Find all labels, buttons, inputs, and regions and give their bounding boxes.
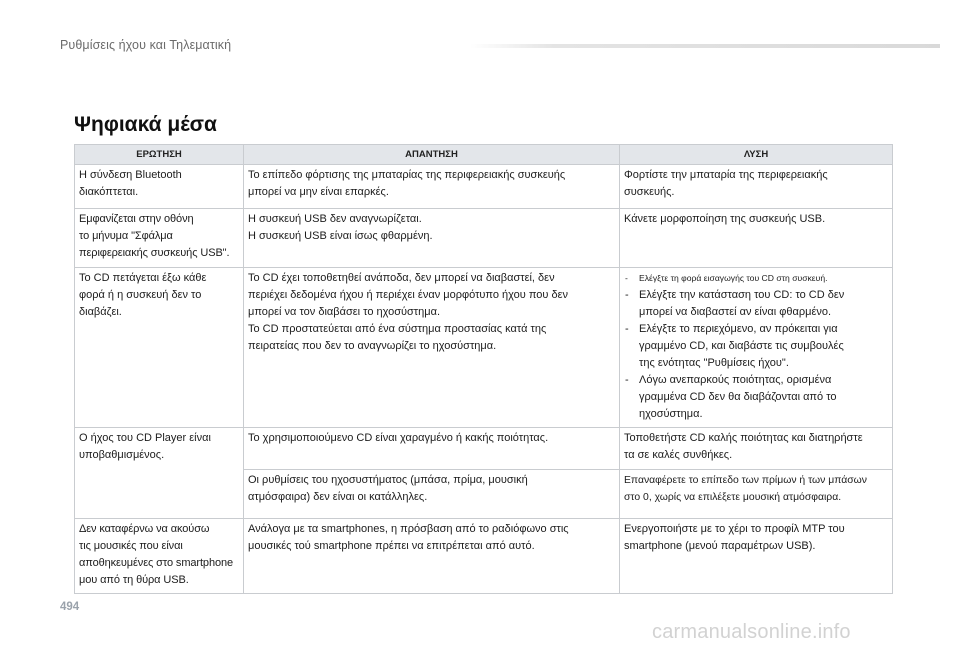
solution-line: - Ελέγξτε την κατάσταση του CD: το CD δεν [639,289,845,301]
question-line: περιφερειακής συσκευής USB". [79,247,230,259]
solution-line: - Ελέγξτε τη φορά εισαγωγής του CD στη συσκευή. [639,273,828,283]
solution-cell [620,519,893,594]
question-line: αποθηκευμένες στο smartphone [79,557,234,569]
question-line: Η σύνδεση Bluetooth [79,169,182,181]
table-row [75,268,893,428]
question-line: Ο ήχος του CD Player είναι [79,432,211,444]
column-header-answer: ΑΠΑΝΤΗΣΗ [244,145,620,165]
solution-line: μπορεί να διαβαστεί αν είναι φθαρμένο. [639,306,832,318]
solution-line: Τοποθετήστε CD καλής ποιότητας και διατηρήστε [624,432,863,444]
answer-line: πειρατείας που δεν το αναγνωρίζει το ηχοσύστημα. [248,340,497,352]
solution-line: στο 0, χωρίς να επιλέξετε μουσική ατμόσφαιρα. [624,492,842,503]
answer-cell [244,428,620,470]
faq-table [74,144,893,594]
answer-line: Η συσκευή USB είναι ίσως φθαρμένη. [248,230,433,242]
solution-line: γραμμένο CD, και διαβάστε τις συμβουλές [639,340,844,352]
solution-cell [620,209,893,268]
column-header-question: ΕΡΩΤΗΣΗ [75,145,244,165]
question-line: διακόπτεται. [79,186,139,198]
question-line: διαβάζει. [79,306,122,318]
solution-line: Επαναφέρετε το επίπεδο των πρίμων ή των μπάσων [624,475,867,486]
list-item [624,287,888,321]
answer-line: Το επίπεδο φόρτισης της μπαταρίας της περιφερειακής συσκευής [248,169,566,181]
answer-line: μουσικές τού smartphone πρέπει να επιτρέπεται από αυτό. [248,540,535,552]
page-header-title: Ρυθμίσεις ήχου και Τηλεματική [60,38,232,52]
question-line: υποβαθμισμένος. [79,449,165,461]
table-row [75,519,893,594]
answer-line: Το χρησιμοποιούμενο CD είναι χαραγμένο ή κακής ποιότητας. [248,432,549,444]
solution-line: - Ελέγξτε το περιεχόμενο, αν πρόκειται για [639,323,838,335]
solution-line: γραμμένα CD δεν θα διαβάζονται από το [639,391,837,403]
answer-line: Το CD έχει τοποθετηθεί ανάποδα, δεν μπορεί να διαβαστεί, δεν [248,272,555,284]
list-item [624,372,888,423]
answer-line: Οι ρυθμίσεις του ηχοσυστήματος (μπάσα, πρίμα, μουσική [248,474,528,486]
solution-line: smartphone (μενού παραμέτρων USB). [624,540,816,552]
table-row [75,209,893,268]
solution-line: Κάνετε μορφοποίηση της συσκευής USB. [624,213,826,225]
question-line: μου από τη θύρα USB. [79,574,189,586]
solution-line: τα σε καλές συνθήκες. [624,449,733,461]
question-line: φορά ή η συσκευή δεν το [79,289,202,301]
question-line: τις μουσικές που είναι [79,540,183,552]
solution-line: Φορτίστε την μπαταρία της περιφερειακής [624,169,828,181]
column-header-solution: ΛΥΣΗ [620,145,893,165]
table-row [75,428,893,470]
question-line: Δεν καταφέρνω να ακούσω [79,523,210,535]
solution-line: ηχοσύστημα. [639,408,703,420]
answer-line: ατμόσφαιρα) δεν είναι οι κατάλληλες. [248,491,428,503]
table-row [75,165,893,209]
answer-line: Η συσκευή USB δεν αναγνωρίζεται. [248,213,422,225]
section-title: Ψηφιακά μέσα [74,113,217,136]
solution-cell [620,268,893,428]
question-cell [75,209,244,268]
table-header-row [75,145,893,165]
solution-list [624,270,888,423]
solution-cell [620,470,893,519]
answer-line: Το CD προστατεύεται από ένα σύστημα προστασίας κατά της [248,323,547,335]
answer-cell [244,165,620,209]
question-cell [75,519,244,594]
solution-line: συσκευής. [624,186,675,198]
answer-line: μπορεί να τον διαβάσει το ηχοσύστημα. [248,306,441,318]
header-rule [470,44,940,48]
watermark-text: carmanualsonline.info [652,621,851,643]
question-line: Το CD πετάγεται έξω κάθε [79,272,207,284]
solution-line: της ενότητας "Ρυθμίσεις ήχου". [639,357,789,369]
answer-cell [244,268,620,428]
solution-line: Ενεργοποιήστε με το χέρι το προφίλ MTP του [624,523,845,535]
list-item [624,270,888,287]
question-cell [75,165,244,209]
answer-cell [244,209,620,268]
solution-line: - Λόγω ανεπαρκούς ποιότητας, ορισμένα [639,374,832,386]
solution-cell [620,165,893,209]
answer-line: Ανάλογα με τα smartphones, η πρόσβαση από το ραδιόφωνο στις [248,523,569,535]
page-number: 494 [60,601,80,613]
list-item [624,321,888,372]
question-line: Εμφανίζεται στην οθόνη [79,213,194,225]
answer-cell [244,470,620,519]
question-line: το μήνυμα "Σφάλμα [79,230,173,242]
question-cell [75,428,244,519]
answer-line: περιέχει δεδομένα ήχου ή περιέχει έναν μορφότυπο ήχου που δεν [248,289,568,301]
solution-cell [620,428,893,470]
answer-line: μπορεί να μην είναι επαρκές. [248,186,389,198]
question-cell [75,268,244,428]
answer-cell [244,519,620,594]
